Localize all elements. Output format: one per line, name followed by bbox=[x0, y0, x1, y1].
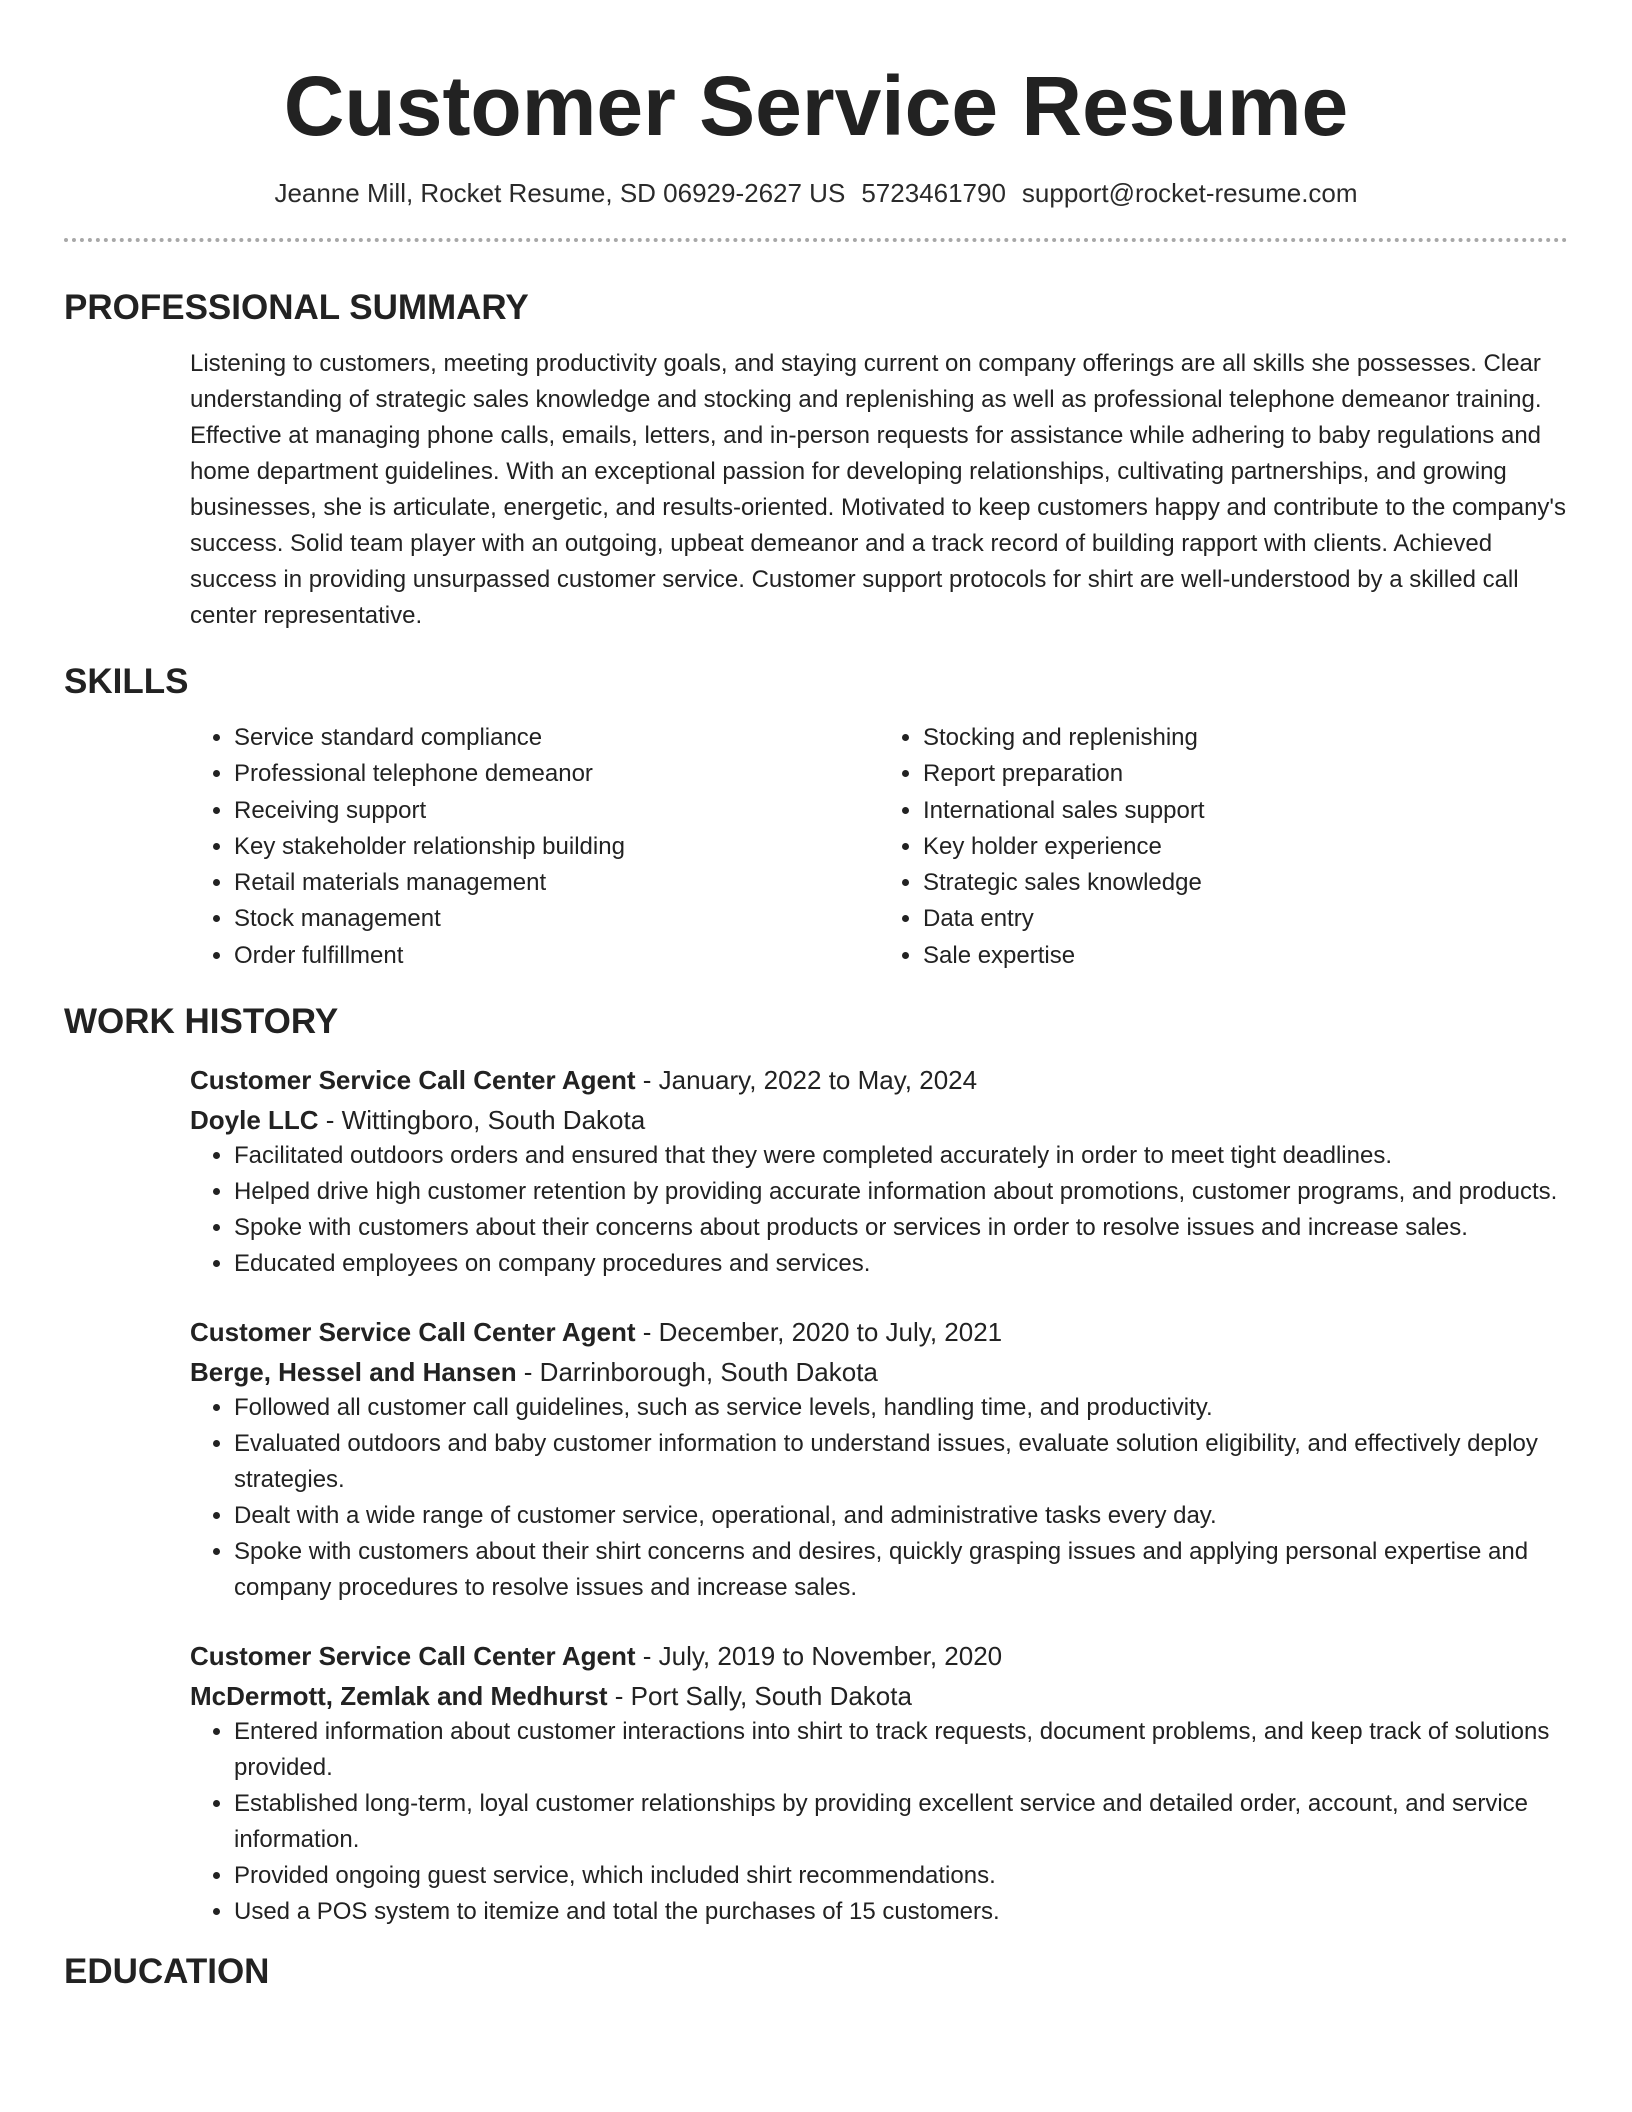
job-location: - Port Sally, South Dakota bbox=[607, 1681, 912, 1712]
job-dates: - December, 2020 to July, 2021 bbox=[635, 1317, 1003, 1348]
skill-item: • Sale expertise bbox=[923, 938, 1568, 974]
job-responsibilities bbox=[190, 1714, 1568, 1930]
section-heading-skills: SKILLS bbox=[64, 662, 189, 701]
job-title: Customer Service Call Center Agent bbox=[190, 1317, 636, 1348]
job-location: - Wittingboro, South Dakota bbox=[318, 1105, 646, 1136]
job-company-line bbox=[190, 1102, 1568, 1138]
skill-item: • Data entry bbox=[923, 901, 1568, 937]
skill-item: • Retail materials management bbox=[234, 865, 879, 901]
contact-address: Jeanne Mill, Rocket Resume, SD 06929-2627 US bbox=[274, 178, 846, 208]
job-entry bbox=[190, 1314, 1568, 1606]
resume-page bbox=[64, 0, 1568, 1994]
job-bullet: • Helped drive high customer retention by providing accurate information about promotions, customer programs, and products. bbox=[234, 1174, 1568, 1210]
skill-item: • Service standard compliance bbox=[234, 720, 879, 756]
resume-title: Customer Service Resume bbox=[283, 59, 1349, 153]
job-title: Customer Service Call Center Agent bbox=[190, 1641, 636, 1672]
job-entry bbox=[190, 1638, 1568, 1930]
skill-item: • Receiving support bbox=[234, 793, 879, 829]
jobs-list bbox=[190, 1062, 1568, 1930]
job-company: McDermott, Zemlak and Medhurst bbox=[190, 1681, 608, 1712]
skill-item: • Professional telephone demeanor bbox=[234, 756, 879, 792]
skill-item: • Stock management bbox=[234, 901, 879, 937]
job-company: Doyle LLC bbox=[190, 1105, 319, 1136]
job-entry bbox=[190, 1062, 1568, 1282]
work-history-section bbox=[64, 1000, 1568, 1930]
skill-item: • Strategic sales knowledge bbox=[923, 865, 1568, 901]
skills-column-left bbox=[190, 720, 879, 974]
job-bullet: • Provided ongoing guest service, which included shirt recommendations. bbox=[234, 1858, 1568, 1894]
summary-text: Listening to customers, meeting productivity goals, and staying current on company offerings are all skills she possesses. Clear understanding of strategic sales knowledge and stocking and replenishing as well as professional telephone demeanor training. Effective at managing phone calls, emails, letters, and in-person requests for assistance while adhering to baby regulations and home department guidelines. With an exceptional passion for developing relationships, cultivating partnerships, and growing businesses, she is articulate, energetic, and results-oriented. Motivated to keep customers happy and contribute to the company's success. Solid team player with an outgoing, upbeat demeanor and a track record of building rapport with clients. Achieved success in providing unsurpassed customer service. Customer support protocols for shirt are well-understood by a skilled call center representative. bbox=[190, 350, 1567, 629]
skills-section bbox=[64, 660, 1568, 974]
skill-item: • Order fulfillment bbox=[234, 938, 879, 974]
job-responsibilities bbox=[190, 1138, 1568, 1282]
job-bullet: • Used a POS system to itemize and total the purchases of 15 customers. bbox=[234, 1894, 1568, 1930]
section-heading-work-history: WORK HISTORY bbox=[64, 1002, 339, 1042]
job-company-line bbox=[190, 1678, 1568, 1714]
job-bullet: • Facilitated outdoors orders and ensured that they were completed accurately in order to meet tight deadlines. bbox=[234, 1138, 1568, 1174]
job-title: Customer Service Call Center Agent bbox=[190, 1065, 636, 1096]
education-section bbox=[64, 1950, 1568, 1994]
skill-item: • Report preparation bbox=[923, 756, 1568, 792]
skills-grid bbox=[190, 720, 1568, 974]
job-title-line bbox=[190, 1638, 1568, 1674]
job-bullet: • Evaluated outdoors and baby customer information to understand issues, evaluate solution eligibility, and effectively deploy strategies. bbox=[234, 1426, 1568, 1498]
job-location: - Darrinborough, South Dakota bbox=[516, 1357, 878, 1388]
job-responsibilities bbox=[190, 1390, 1568, 1606]
header-divider bbox=[64, 238, 1568, 242]
job-title-line bbox=[190, 1062, 1568, 1098]
contact-phone: 5723461790 bbox=[861, 178, 1006, 208]
job-bullet: • Established long-term, loyal customer relationships by providing excellent service and detailed order, account, and service information. bbox=[234, 1786, 1568, 1858]
skill-item: • Key holder experience bbox=[923, 829, 1568, 865]
professional-summary-section bbox=[64, 286, 1568, 634]
job-company-line bbox=[190, 1354, 1568, 1390]
contact-line bbox=[64, 176, 1568, 210]
section-heading-summary: PROFESSIONAL SUMMARY bbox=[64, 288, 529, 327]
job-bullet: • Followed all customer call guidelines, such as service levels, handling time, and productivity. bbox=[234, 1390, 1568, 1426]
job-bullet: • Spoke with customers about their shirt concerns and desires, quickly grasping issues and applying personal expertise and company procedures to resolve issues and increase sales. bbox=[234, 1534, 1568, 1606]
contact-email: support@rocket-resume.com bbox=[1021, 178, 1358, 208]
job-dates: - July, 2019 to November, 2020 bbox=[635, 1641, 1003, 1672]
job-title-line bbox=[190, 1314, 1568, 1350]
skill-item: • Stocking and replenishing bbox=[923, 720, 1568, 756]
job-bullet: • Dealt with a wide range of customer service, operational, and administrative tasks every day. bbox=[234, 1498, 1568, 1534]
skill-item: • International sales support bbox=[923, 793, 1568, 829]
job-bullet: • Spoke with customers about their concerns about products or services in order to resolve issues and increase sales. bbox=[234, 1210, 1568, 1246]
skills-column-right bbox=[879, 720, 1568, 974]
skill-item: • Key stakeholder relationship building bbox=[234, 829, 879, 865]
job-bullet: • Educated employees on company procedures and services. bbox=[234, 1246, 1568, 1282]
section-heading-education: EDUCATION bbox=[64, 1952, 270, 1992]
job-company: Berge, Hessel and Hansen bbox=[190, 1357, 517, 1388]
job-dates: - January, 2022 to May, 2024 bbox=[635, 1065, 978, 1096]
job-bullet: • Entered information about customer interactions into shirt to track requests, document problems, and keep track of solutions provided. bbox=[234, 1714, 1568, 1786]
